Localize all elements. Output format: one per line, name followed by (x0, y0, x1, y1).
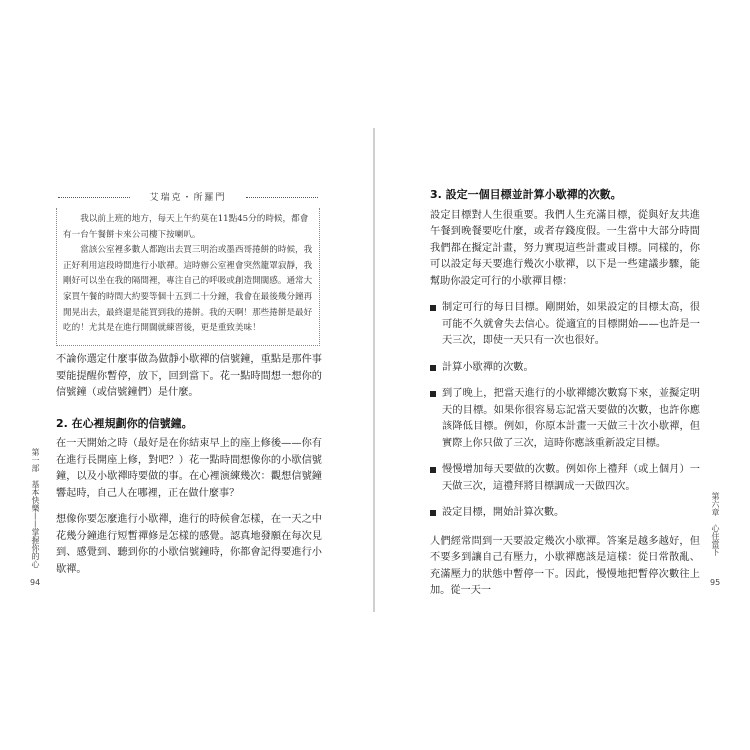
closing-paragraph: 人們經常問到一天要設定幾次小歇禪。答案是越多越好，但不要多到讓自己有壓力，小歇禪應該是這樣：從日常散亂、充滿壓力的狀態中暫停一下。因此，慢慢地把暫停次數往上加。從一天一 (430, 535, 700, 596)
dotted-rule-right (246, 197, 318, 198)
list-item-text: 到了晚上，把當天進行的小歇禪總次數寫下來，並擬定明天的目標。如果你很容易忘記當天要做的次數，也許你應該降低目標。例如，你原本計畫一天做三十次小歇禪，但實際上你只做了三次，這時你應該重新設定目標。 (442, 388, 700, 449)
section-heading: 3. 設定一個目標並計算小歇禪的次數。 (430, 188, 622, 201)
list-item-text: 設定目標，開始計算次數。 (442, 507, 565, 518)
right-page-body (430, 187, 700, 600)
part-side-label: 第一部 基本快樂——掌握你的心 (31, 448, 40, 568)
sidebar-anecdote-box (56, 208, 320, 346)
list-item (430, 462, 700, 495)
list-item (430, 300, 700, 350)
dotted-rule-left (58, 197, 130, 198)
anecdote-paragraph-2: 當該公室裡多數人都跑出去買三明治或墨西哥捲餅的時候，我正好利用這段時間進行小歇禪。這時辦公室裡會突然籠罩寂靜，我剛好可以坐在我的隔間裡，專注自己的呼吸或創造開闊感。通常大家買午餐的時間大約要等個十五到二十分鐘，我會在最後幾分鐘再閒晃出去，最終還是能買到我的捲餅。我的天啊！那些捲餅是最好吃的！尤其是在進行開闊就練習後，更是重致美味！ (63, 245, 313, 334)
intro-paragraph: 設定目標對人生很重要。我們人生充滿目標，從與好友共進午餐到晚餐要吃什麼，或者存錢度假。一生當中大部分時間我們都在擬定計畫，努力實現這些計畫或目標。同樣的，你可以設定每天要進行幾次小歇禪，以下是一些建議步驟，能幫助你設定可行的小歇禪目標： (430, 209, 700, 287)
square-bullet-icon (430, 305, 436, 311)
running-head (58, 191, 318, 205)
page-number: 94 (30, 578, 41, 587)
section-paragraph-1: 在一天開始之時（最好是在你結束早上的座上修後——你有在進行長開座上修，對吧？）花一點時間想像你的小歇信號鐘，以及小歇禪時要做的事。在心裡演練幾次：觀想信號鐘響起時，自己人在哪裡，正在做什麼事？ (56, 438, 322, 499)
list-item-text: 慢慢增加每天要做的次數。例如你上禮拜（或上個月）一天做三次，這禮拜將目標調成一天做四次。 (442, 464, 700, 492)
chapter-side-label: 第六章 心住當下 (711, 492, 720, 556)
list-item (430, 360, 700, 377)
section-heading: 2. 在心裡規劃你的信號鐘。 (56, 416, 193, 430)
list-item (430, 505, 700, 522)
section-paragraph-2: 想像你要怎麼進行小歇禪，進行的時候會怎樣，在一天之中花幾分鐘進行短暫禪修是怎樣的感覺。認真地發願在每次見到、感覺到、聽到你的小歇信號鐘時，你都會記得要進行小歇禪。 (56, 514, 322, 575)
square-bullet-icon (430, 391, 436, 397)
list-item-text: 制定可行的每日目標。剛開始，如果設定的目標太高，很可能不久就會失去信心。從適宜的目標開始——也許是一天三次，即使一天只有一次也很好。 (442, 302, 700, 346)
list-item-text: 計算小歇禪的次數。 (442, 361, 534, 373)
right-page (377, 0, 750, 750)
intro-paragraph: 不論你選定什麼事做為做靜小歇禪的信號鐘，重點是那件事要能提醒你暫停，放下，回到當下。花一點時間想一想你的信號鐘（或信號鐘們）是什麼。 (56, 354, 322, 398)
left-page (0, 0, 373, 750)
square-bullet-icon (430, 510, 436, 516)
anecdote-paragraph-1: 我以前上班的地方，每天上午約莫在11點45分的時候，都會有一台午餐餅卡來公司樓下按喇叭。 (63, 214, 309, 240)
left-page-body (56, 352, 322, 578)
square-bullet-icon (430, 467, 436, 473)
list-item (430, 386, 700, 452)
square-bullet-icon (430, 365, 436, 371)
book-gutter (373, 128, 375, 612)
page-number: 95 (710, 578, 721, 587)
running-head-title: 艾瑞克・所羅門 (149, 193, 227, 203)
